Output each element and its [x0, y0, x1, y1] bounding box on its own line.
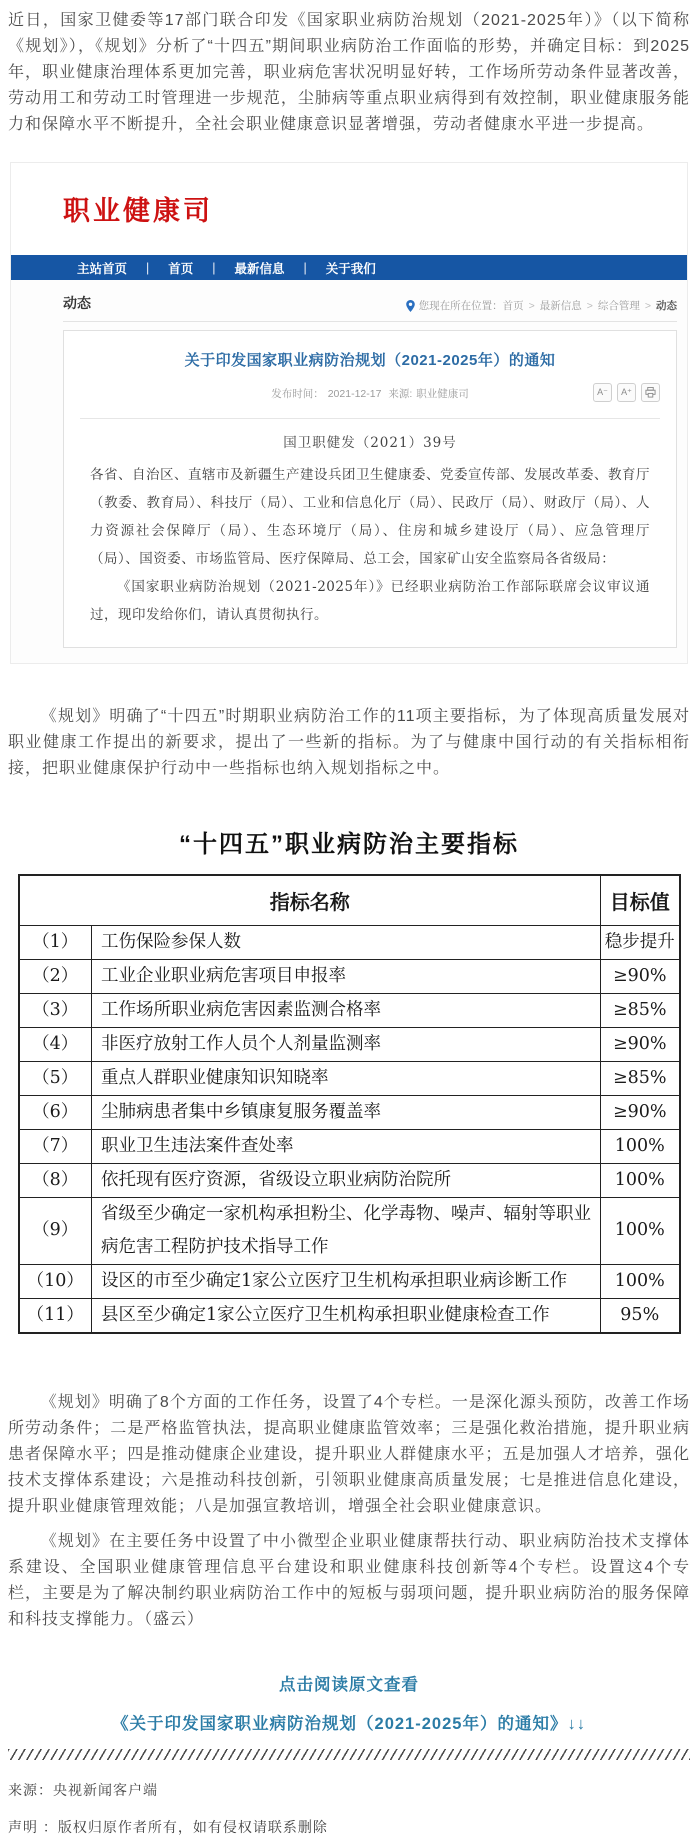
indicator-name-cell: 职业卫生违法案件查处率 [92, 1129, 601, 1163]
indicator-name-cell: 设区的市至少确定1家公立医疗卫生机构承担职业病诊断工作 [92, 1264, 601, 1298]
table-row [19, 1197, 680, 1264]
statement-line: 声明 ：版权归原作者所有，如有侵权请联系删除 [8, 1818, 328, 1835]
breadcrumb-items [503, 298, 677, 313]
table-row [19, 1298, 680, 1333]
header-target-value: 目标值 [601, 875, 680, 925]
table-row [19, 1095, 680, 1129]
indicator-name-cell: 省级至少确定一家机构承担粉尘、化学毒物、噪声、辐射等职业病危害工程防护技术指导工作 [92, 1197, 601, 1264]
target-value-cell: ≥85% [601, 1061, 680, 1095]
paragraph-tasks: 《规划》明确了8个方面的工作任务，设置了4个专栏。一是深化源头预防，改善工作场所劳动条件；二是严格监管执法，提高职业健康监管效率；三是强化救治措施，提升职业病患者保障水平；四是推动健康企业建设，提升职业人群健康水平；五是加强人才培养，强化技术支撑体系建设；六是推动科技创新，引领职业健康高质量发展；七是推进信息化建设，提升职业健康管理效能；八是加强宣教培训，增强全社会职业健康意识。 [8, 1393, 690, 1515]
source-value: 职业健康司 [416, 388, 469, 400]
row-number-cell: （5） [19, 1061, 92, 1095]
row-number-cell: （10） [19, 1264, 92, 1298]
nav-item-2[interactable]: 首页 [168, 261, 194, 276]
nav-item-4[interactable]: 关于我们 [325, 261, 376, 276]
indicator-name-cell: 依托现有医疗资源，省级设立职业病防治院所 [92, 1163, 601, 1197]
nav-separator: | [303, 260, 307, 275]
breadcrumb-item-4[interactable]: 动态 [656, 300, 677, 312]
table-row [19, 1061, 680, 1095]
target-value-cell: 100% [601, 1197, 680, 1264]
breadcrumb-separator: > [528, 300, 535, 312]
nav-item-1[interactable]: 主站首页 [77, 261, 128, 276]
target-value-cell: ≥90% [601, 959, 680, 993]
footer-links [0, 1671, 698, 1734]
row-number-cell: （7） [19, 1129, 92, 1163]
publish-time-label: 发布时间： [271, 388, 324, 400]
indicator-name-cell: 工作场所职业病危害因素监测合格率 [92, 993, 601, 1027]
nav-separator: | [146, 260, 150, 275]
section-header [63, 293, 677, 322]
paragraph-indicators: 《规划》明确了“十四五”时期职业病防治工作的11项主要指标，为了体现高质量发展对职业健康工作提出的新要求，提出了一些新的指标。为了与健康中国行动的有关指标相衔接，把职业健康保护行动中一些指标也纳入规划指标之中。 [8, 708, 690, 777]
notice-card [63, 330, 677, 648]
indicator-name-cell: 县区至少确定1家公立医疗卫生机构承担职业健康检查工作 [92, 1298, 601, 1333]
row-number-cell: （1） [19, 925, 92, 959]
table-row [19, 993, 680, 1027]
document-number: 国卫职健发（2021）39号 [283, 435, 457, 451]
notice-meta [78, 386, 662, 401]
section-title: 动态 [63, 295, 91, 311]
notice-recipients: 各省、自治区、直辖市及新疆生产建设兵团卫生健康委、党委宣传部、发展改革委、教育厅（教委、教育局）、科技厅（局）、工业和信息化厅（局）、民政厅（局）、财政厅（局）、人力资源社会保障厅（局）、生态环境厅（局）、住房和城乡建设厅（局）、应急管理厅（局）、国资委、市场监管局、医疗保障局、总工会，国家矿山安全监察局各省级局： [90, 467, 650, 567]
nav-item-3[interactable]: 最新信息 [234, 261, 285, 276]
indicator-name-cell: 工业企业职业病危害项目申报率 [92, 959, 601, 993]
target-value-cell: 100% [601, 1129, 680, 1163]
row-number-cell: （11） [19, 1298, 92, 1333]
indicator-name-cell: 工伤保险参保人数 [92, 925, 601, 959]
table-row [19, 1163, 680, 1197]
table-row [19, 925, 680, 959]
table-header [19, 875, 680, 925]
intro-paragraph: 近日，国家卫健委等17部门联合印发《国家职业病防治规划（2021-2025年）》（以下简称《规划》），《规划》分析了“十四五”期间职业病防治工作面临的形势，并确定目标：到2025年，职业健康治理体系更加完善，职业病危害状况明显好转，工作场所劳动条件显著改善，劳动用工和劳动工时管理进一步规范，尘肺病等重点职业病得到有效控制，职业健康服务能力和保障水平不断提升，全社会职业健康意识显著增强，劳动者健康水平进一步提高。 [8, 12, 690, 133]
breadcrumb-item-3[interactable]: 综合管理 [597, 300, 640, 312]
indicator-name-cell: 非医疗放射工作人员个人剂量监测率 [92, 1027, 601, 1061]
row-number-cell: （2） [19, 959, 92, 993]
target-value-cell: 100% [601, 1264, 680, 1298]
indicators-table-body [19, 925, 680, 1333]
target-value-cell: 100% [601, 1163, 680, 1197]
site-navbar [11, 255, 687, 280]
table-row [19, 1129, 680, 1163]
table-row [19, 959, 680, 993]
indicators-table [18, 874, 681, 1334]
paragraph-columns: 《规划》在主要任务中设置了中小微型企业职业健康帮扶行动、职业病防治技术支撑体系建设、全国职业健康管理信息平台建设和职业健康科技创新等4个专栏。设置这4个专栏，主要是为了解决制约职业病防治工作中的短板与弱项问题，提升职业病防治的服务保障和科技支撑能力。（盛云） [8, 1532, 690, 1628]
table-title: “十四五”职业病防治主要指标 [179, 831, 519, 858]
breadcrumb-separator: > [586, 300, 593, 312]
notice-original-link[interactable]: 《关于印发国家职业病防治规划（2021-2025年）的通知》↓↓ [112, 1714, 586, 1733]
breadcrumb-item-1[interactable]: 首页 [502, 300, 524, 312]
indicator-name-cell: 重点人群职业健康知识知晓率 [92, 1061, 601, 1095]
hatched-divider [8, 1749, 690, 1760]
table-row [19, 1027, 680, 1061]
table-row [19, 1264, 680, 1298]
font-decrease-button[interactable]: A⁻ [593, 383, 612, 402]
row-number-cell: （8） [19, 1163, 92, 1197]
notice-meta-row [78, 386, 662, 406]
target-value-cell: 稳步提升 [601, 925, 680, 959]
article-tools [593, 383, 660, 402]
indicator-name-cell: 尘肺病患者集中乡镇康复服务覆盖率 [92, 1095, 601, 1129]
nav-separator: | [212, 260, 216, 275]
print-icon [645, 387, 656, 398]
read-original-link[interactable]: 点击阅读原文查看 [279, 1675, 419, 1694]
header-indicator-name: 指标名称 [19, 875, 601, 925]
notice-body: 《国家职业病防治规划（2021-2025年）》已经职业病防治工作部际联席会议审议通过，现印发给你们，请认真贯彻执行。 [90, 579, 650, 623]
target-value-cell: ≥90% [601, 1027, 680, 1061]
breadcrumb [406, 298, 677, 313]
source-line: 来源：央视新闻客户端 [8, 1781, 158, 1798]
site-logo: 职业健康司 [63, 196, 213, 226]
target-value-cell: 95% [601, 1298, 680, 1333]
breadcrumb-prefix: 您现在所在位置： [418, 300, 503, 312]
breadcrumb-separator: > [644, 300, 651, 312]
notice-title: 关于印发国家职业病防治规划（2021-2025年）的通知 [184, 352, 556, 369]
source-label: 来源: [388, 388, 413, 400]
row-number-cell: （9） [19, 1197, 92, 1264]
card-divider [80, 418, 660, 419]
target-value-cell: ≥85% [601, 993, 680, 1027]
site-screenshot [10, 162, 688, 664]
site-content [11, 280, 687, 663]
location-pin-icon [406, 300, 415, 312]
row-number-cell: （4） [19, 1027, 92, 1061]
font-increase-button[interactable]: A⁺ [617, 383, 636, 402]
print-button[interactable] [641, 383, 660, 402]
publish-time-value: 2021-12-17 [327, 388, 382, 400]
target-value-cell: ≥90% [601, 1095, 680, 1129]
row-number-cell: （3） [19, 993, 92, 1027]
row-number-cell: （6） [19, 1095, 92, 1129]
breadcrumb-item-2[interactable]: 最新信息 [539, 300, 582, 312]
